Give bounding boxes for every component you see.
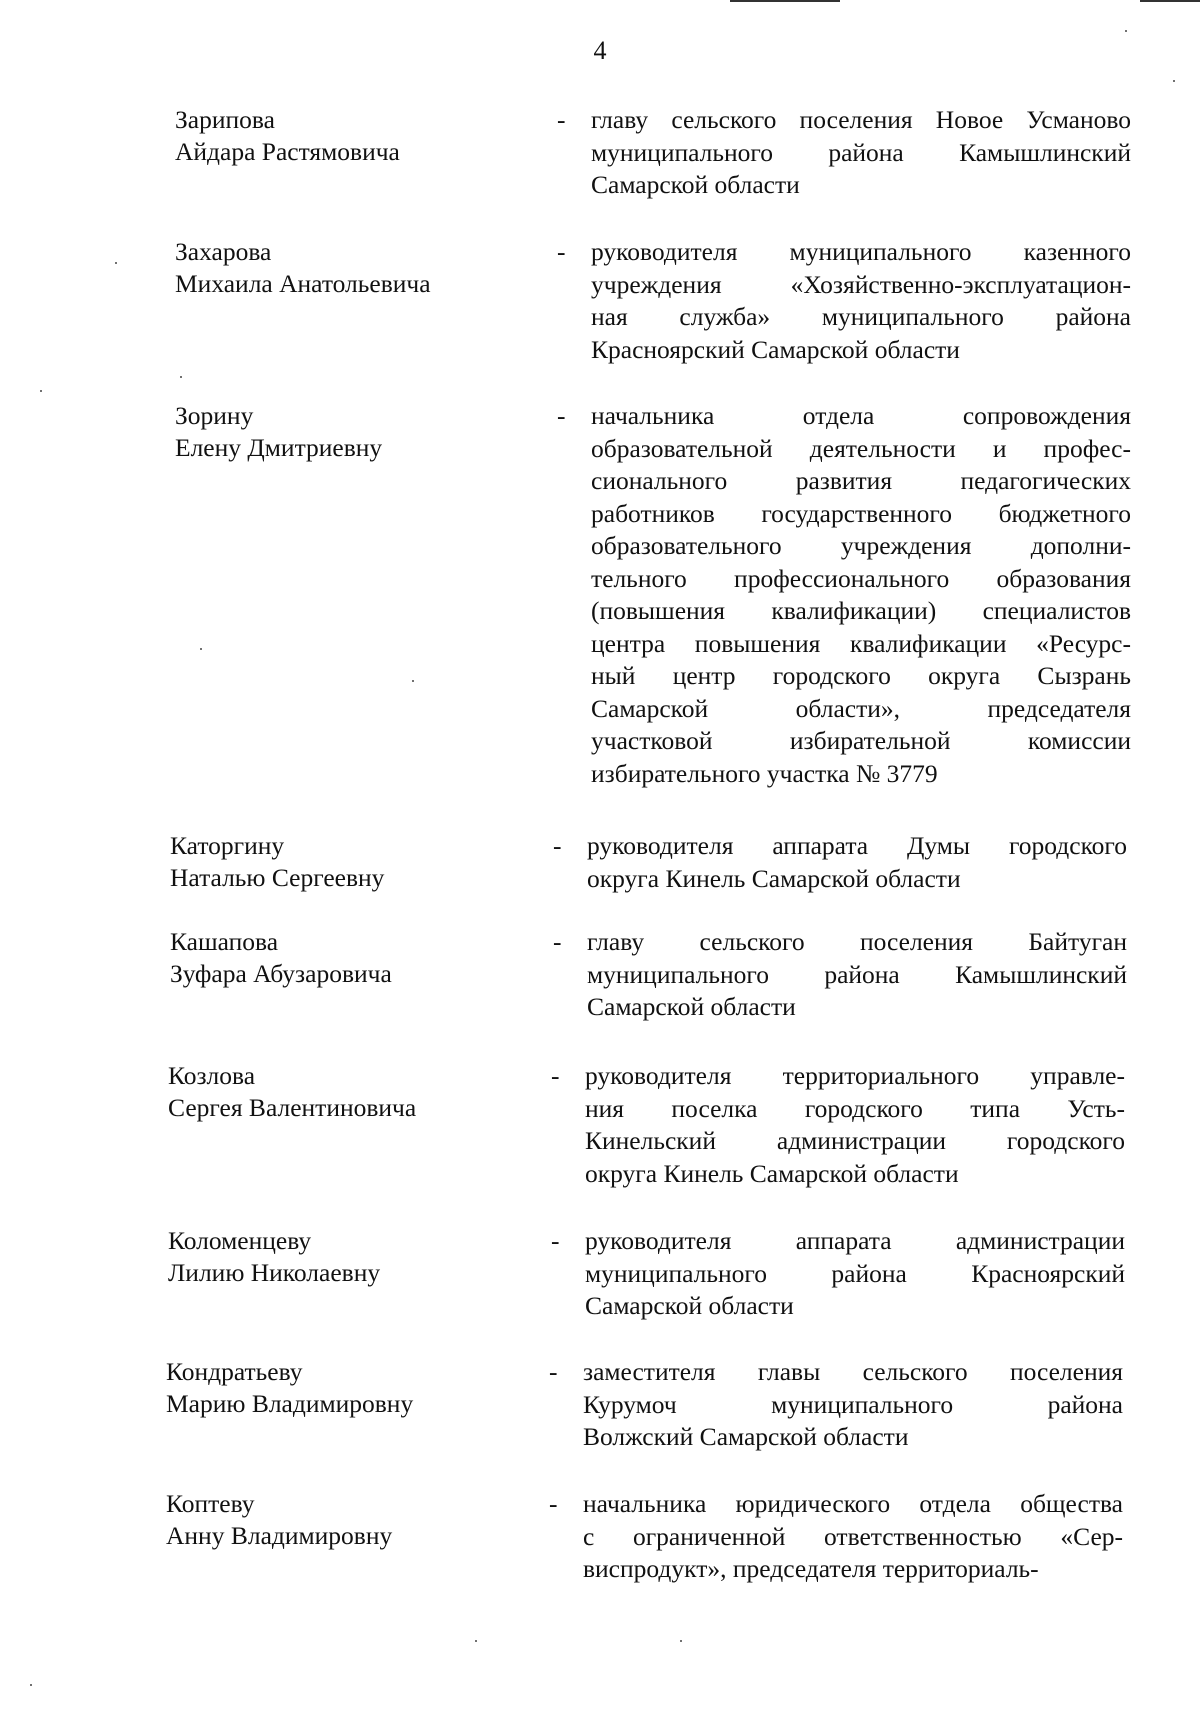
appointee-surname: Коптеву — [166, 1489, 255, 1518]
entry-dash: - — [557, 401, 566, 430]
position-description — [591, 104, 1131, 202]
description-line: начальника юридического отдела общества — [583, 1489, 1123, 1518]
appointee-surname: Кондратьеву — [166, 1357, 303, 1386]
description-line: учреждения «Хозяйственно-эксплуатацион- — [591, 269, 1131, 299]
description-line: округа Кинель Самарской области — [585, 1158, 959, 1188]
description-line: тельного профессионального образования — [591, 563, 1131, 593]
appointee-given-names: Михаила Анатольевича — [175, 269, 431, 298]
entry-dash: - — [557, 105, 566, 134]
scan-speck — [180, 376, 182, 378]
position-description — [591, 236, 1131, 366]
scan-speck — [40, 390, 42, 392]
appointee-name — [175, 236, 555, 300]
entry-dash: - — [553, 831, 562, 860]
appointee-surname: Захарова — [175, 237, 272, 266]
appointee-surname: Зарипова — [175, 105, 275, 134]
scan-speck — [475, 1640, 477, 1642]
appointee-name — [175, 400, 555, 464]
description-line: центра повышения квалификации «Ресурс- — [591, 628, 1131, 658]
appointee-given-names: Наталью Сергеевну — [170, 863, 385, 892]
scan-speck — [680, 1640, 682, 1642]
appointee-given-names: Анну Владимировну — [166, 1521, 393, 1550]
appointee-name — [170, 830, 550, 894]
scan-speck — [1125, 30, 1127, 32]
appointee-given-names: Елену Дмитриевну — [175, 433, 383, 462]
description-line: руководителя территориального управле- — [585, 1061, 1125, 1090]
appointee-surname: Зорину — [175, 401, 254, 430]
scan-speck — [30, 1684, 32, 1686]
entry-dash: - — [551, 1226, 560, 1255]
description-line: руководителя аппарата Думы городского — [587, 831, 1127, 860]
appointee-name — [166, 1488, 546, 1552]
description-line: Кинельский администрации городского — [585, 1126, 1125, 1155]
description-line: образовательной деятельности и профес- — [591, 433, 1131, 463]
description-line: муниципального района Камышлинский — [591, 137, 1131, 167]
entry-dash: - — [553, 927, 562, 956]
position-description — [587, 926, 1127, 1024]
appointee-given-names: Сергея Валентиновича — [168, 1093, 417, 1122]
description-line: ный центр городского округа Сызрань — [591, 661, 1131, 690]
position-description — [583, 1356, 1123, 1454]
position-description — [587, 830, 1127, 895]
appointee-surname: Кашапова — [170, 927, 279, 956]
description-line: Волжский Самарской области — [583, 1422, 909, 1451]
scan-speck — [1173, 80, 1175, 82]
position-description — [591, 400, 1131, 790]
position-description — [583, 1488, 1123, 1586]
description-line: заместителя главы сельского поселения — [583, 1357, 1123, 1386]
appointee-name — [168, 1225, 548, 1289]
description-line: ния поселка городского типа Усть- — [585, 1093, 1125, 1123]
entry-dash: - — [549, 1489, 558, 1518]
description-line: Самарской области — [587, 992, 796, 1021]
appointee-surname: Коломенцеву — [168, 1226, 312, 1255]
description-line: Самарской области», председателя — [591, 693, 1131, 723]
description-line: виспродукт», председателя территориаль- — [583, 1554, 1039, 1583]
description-line: сионального развития педагогических — [591, 466, 1131, 495]
appointee-given-names: Лилию Николаевну — [168, 1258, 381, 1287]
scan-top-rule — [1140, 0, 1200, 2]
entry-dash: - — [557, 237, 566, 266]
appointee-given-names: Марию Владимировну — [166, 1389, 414, 1418]
description-line: Красноярский Самарской области — [591, 334, 960, 364]
description-line: Самарской области — [585, 1291, 794, 1320]
scan-top-rule — [730, 0, 840, 2]
description-line: руководителя муниципального казенного — [591, 237, 1131, 266]
scan-speck — [115, 262, 117, 264]
description-line: главу сельского поселения Новое Усманово — [591, 105, 1131, 134]
entry-dash: - — [551, 1061, 560, 1090]
description-line: избирательного участка № 3779 — [591, 758, 938, 788]
appointee-name — [170, 926, 550, 990]
description-line: начальника отдела сопровождения — [591, 401, 1131, 430]
position-description — [585, 1060, 1125, 1190]
description-line: (повышения квалификации) специалистов — [591, 596, 1131, 625]
description-line: округа Кинель Самарской области — [587, 863, 961, 893]
description-line: ная служба» муниципального района — [591, 302, 1131, 331]
description-line: муниципального района Красноярский — [585, 1258, 1125, 1288]
scan-speck — [412, 680, 414, 682]
appointee-given-names: Зуфара Абузаровича — [170, 959, 392, 988]
scan-speck — [200, 648, 202, 650]
description-line: муниципального района Камышлинский — [587, 959, 1127, 989]
description-line: с ограниченной ответственностью «Сер- — [583, 1521, 1123, 1551]
appointee-surname: Каторгину — [170, 831, 285, 860]
appointee-name — [168, 1060, 548, 1124]
appointee-given-names: Айдара Растямовича — [175, 137, 400, 166]
entry-dash: - — [549, 1357, 558, 1386]
appointee-surname: Козлова — [168, 1061, 256, 1090]
description-line: Самарской области — [591, 170, 800, 199]
position-description — [585, 1225, 1125, 1323]
description-line: образовательного учреждения дополни- — [591, 531, 1131, 560]
appointee-name — [166, 1356, 546, 1420]
appointee-name — [175, 104, 555, 168]
description-line: главу сельского поселения Байтуган — [587, 927, 1127, 956]
description-line: участковой избирательной комиссии — [591, 726, 1131, 755]
page-number: 4 — [593, 36, 607, 65]
description-line: руководителя аппарата администрации — [585, 1226, 1125, 1255]
description-line: работников государственного бюджетного — [591, 498, 1131, 528]
description-line: Курумоч муниципального района — [583, 1389, 1123, 1419]
